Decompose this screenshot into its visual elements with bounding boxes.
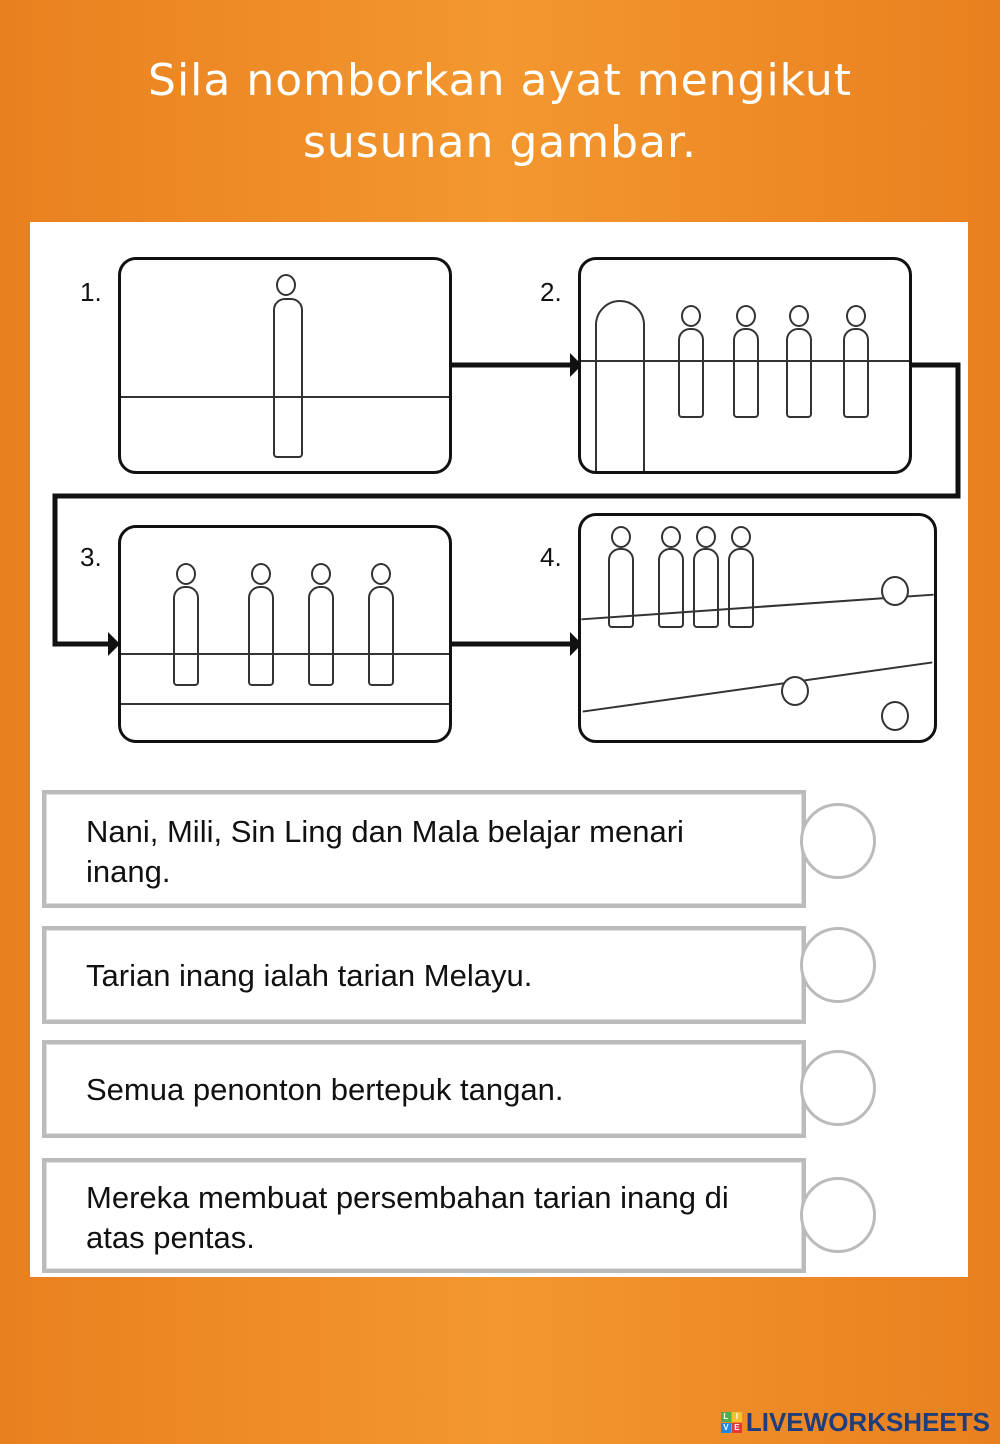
answer-input-2[interactable] [800, 927, 876, 1003]
title-line-1: Sila nomborkan ayat mengikut [148, 55, 852, 106]
sentence-box-3: Semua penonton bertepuk tangan. [42, 1040, 806, 1138]
sentence-box-1: Nani, Mili, Sin Ling dan Mala belajar menari inang. [42, 790, 806, 908]
picture-4-audience [578, 513, 937, 743]
sentence-box-4: Mereka membuat persembahan tarian inang di atas pentas. [42, 1158, 806, 1273]
picture-1-number: 1. [80, 277, 102, 307]
picture-2-number: 2. [540, 277, 562, 307]
logo-text: LIVEWORKSHEETS [745, 1407, 990, 1437]
sentence-box-2: Tarian inang ialah tarian Melayu. [42, 926, 806, 1024]
answer-input-3[interactable] [800, 1050, 876, 1126]
logo-letter: L [721, 1412, 731, 1422]
logo-letter: I [732, 1412, 742, 1422]
logo-icon [721, 1412, 742, 1433]
logo-letter: V [721, 1423, 731, 1433]
picture-3-performance [118, 525, 452, 743]
picture-3-number: 3. [80, 542, 102, 572]
picture-4-number: 4. [540, 542, 562, 572]
picture-1-dancer [118, 257, 452, 474]
liveworksheets-logo [721, 1407, 990, 1438]
picture-2-practice [578, 257, 912, 474]
logo-letter: E [732, 1423, 742, 1433]
title-line-2: susunan gambar. [302, 117, 698, 168]
answer-input-4[interactable] [800, 1177, 876, 1253]
answer-input-1[interactable] [800, 803, 876, 879]
instruction-title [0, 50, 1000, 174]
